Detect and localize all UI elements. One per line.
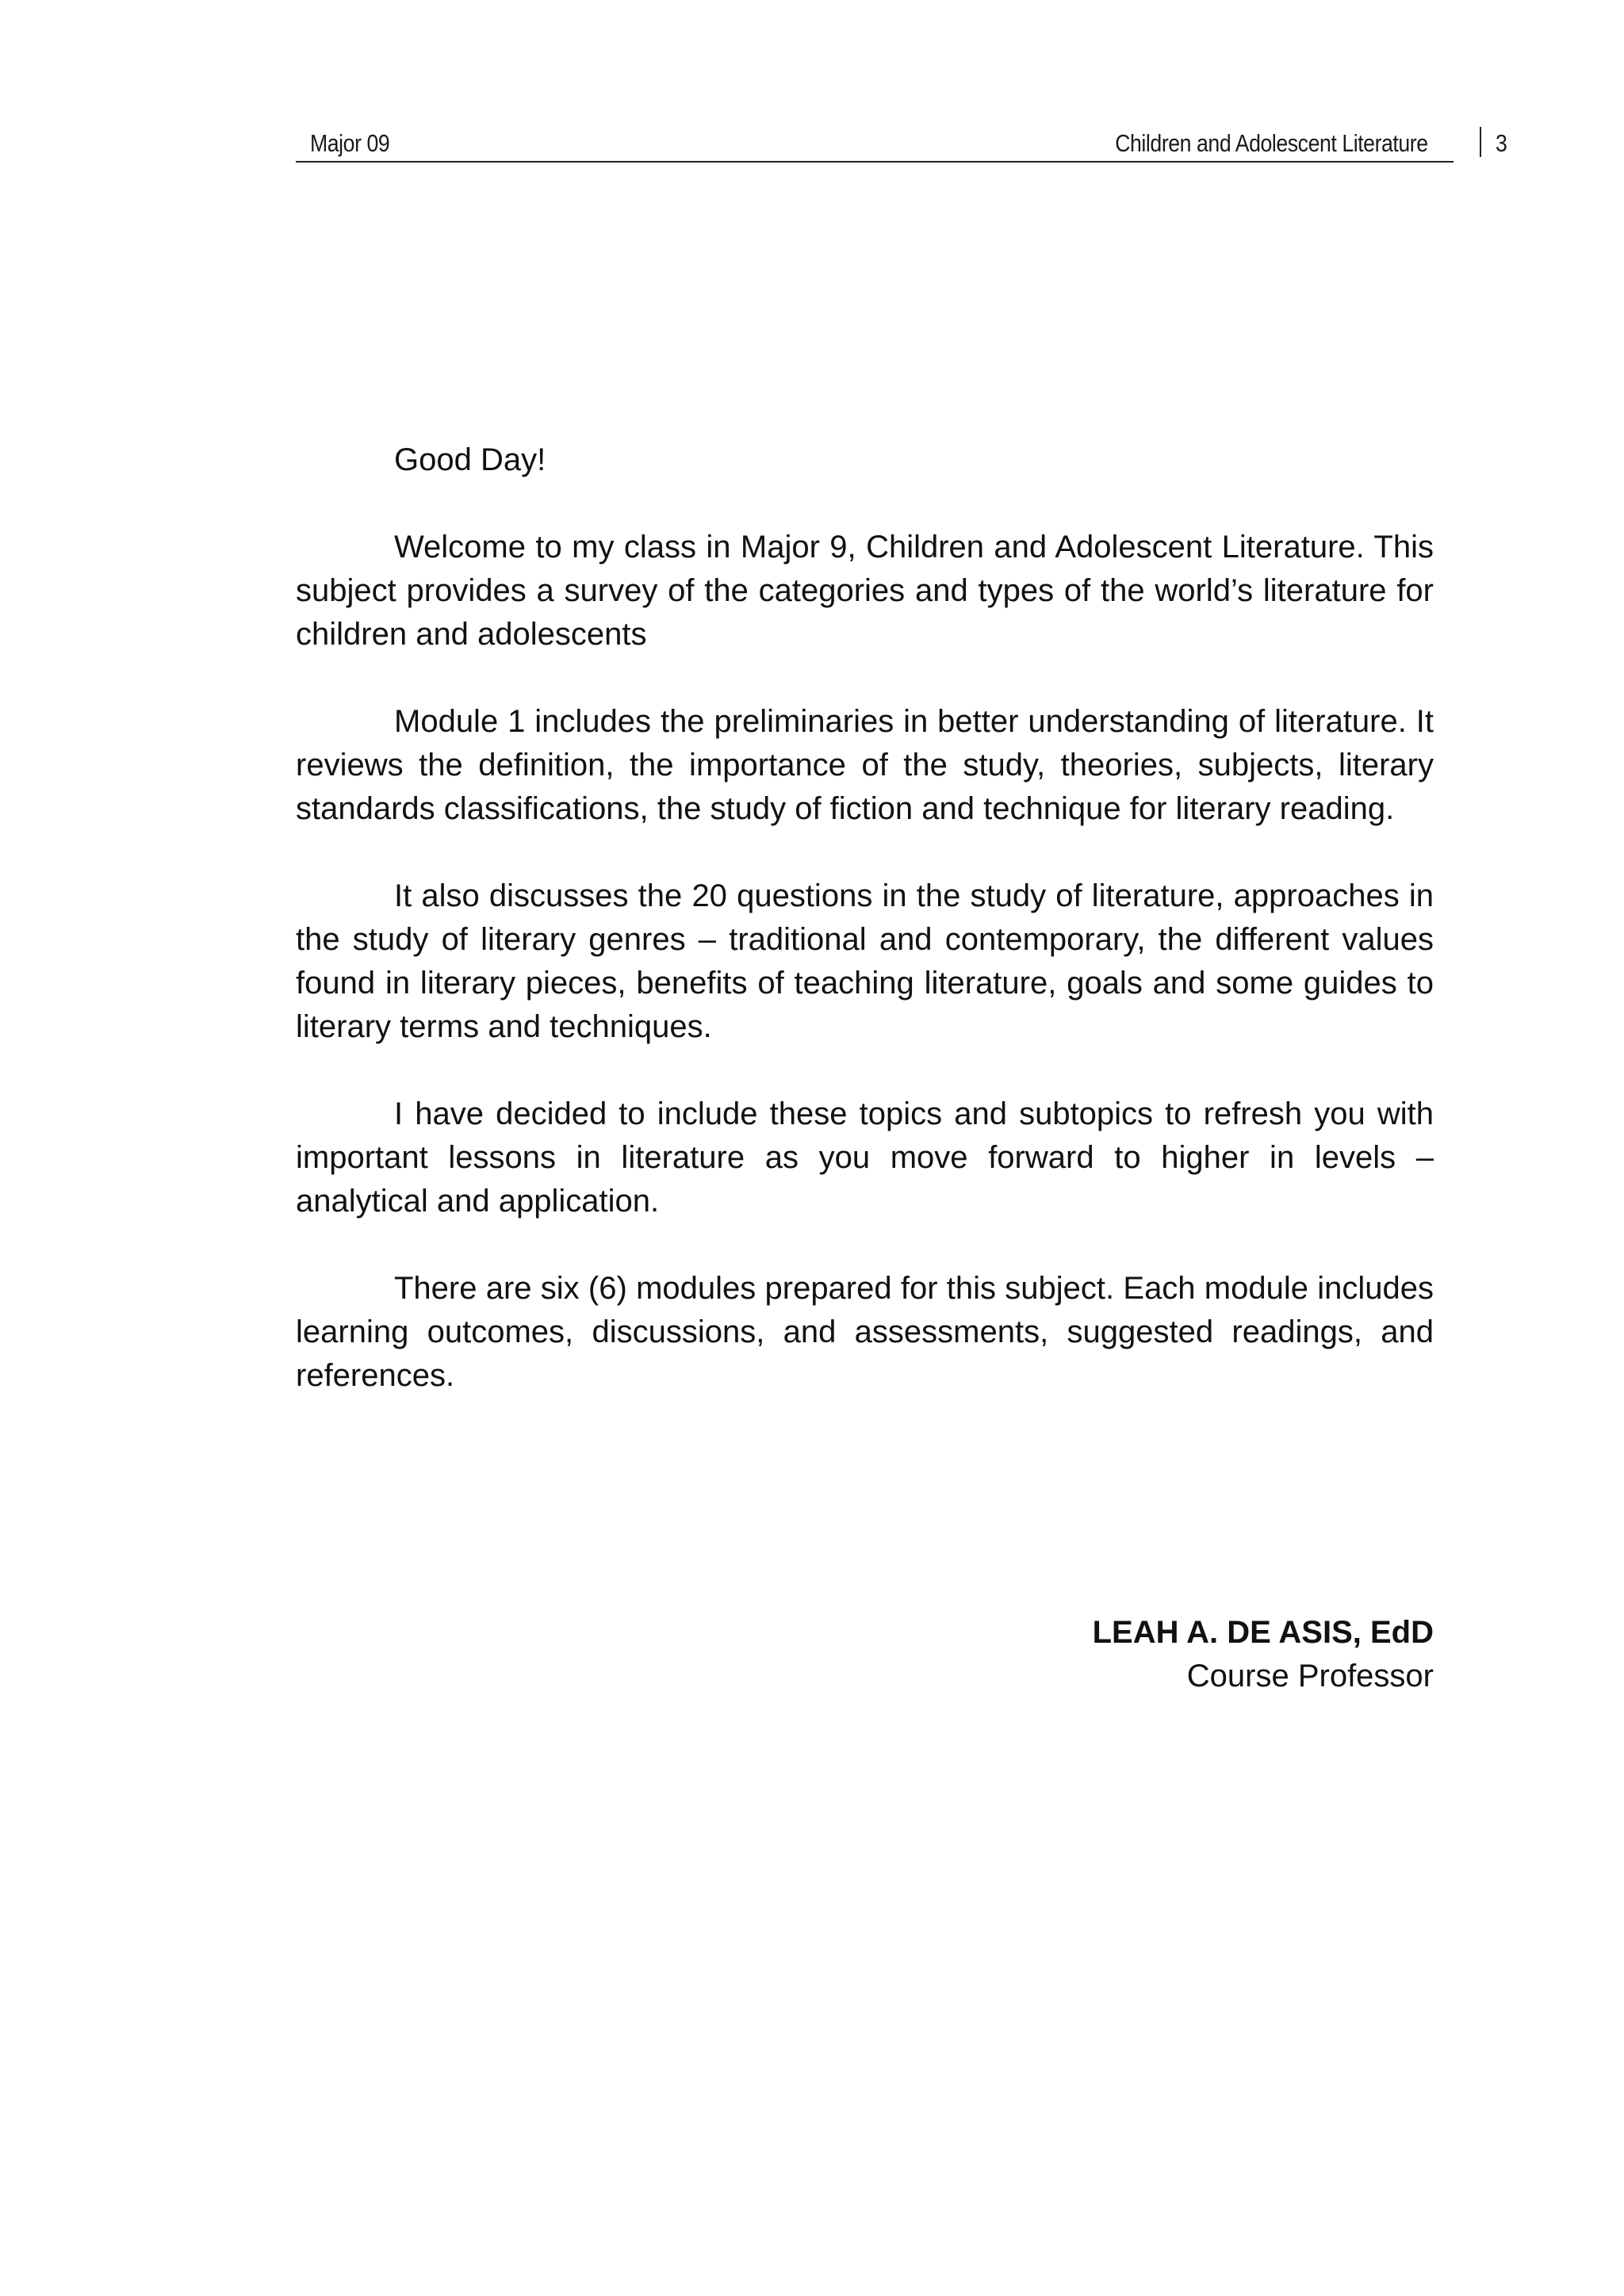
letter-paragraph-modules-overview: There are six (6) modules prepared for this subject. Each module includes learning outcomes, discussions, and assessments, suggested readings, and references. xyxy=(296,1271,1434,1393)
letter-paragraph-module-1: Module 1 includes the preliminaries in better understanding of literature. It reviews the definition, the importance of the study, theories, subjects, literary standards classifications, the study of fiction and technique for literary reading. xyxy=(296,704,1434,826)
letter-paragraph-rationale: I have decided to include these topics and subtopics to refresh you with important lessons in literature as you move forward to higher in levels – analytical and application. xyxy=(296,1096,1434,1219)
signer-role: Course Professor xyxy=(1186,1659,1434,1693)
page-header xyxy=(296,128,1454,163)
letter-paragraph-discussions: It also discusses the 20 questions in the study of literature, approaches in the study of literary genres – traditional and contemporary, the different values found in literary pieces, benefits of teaching literature, goals and some guides to literary terms and techniques. xyxy=(296,878,1434,1044)
welcome-letter xyxy=(296,438,1434,1441)
signature-block xyxy=(296,1611,1434,1698)
course-code: Major 09 xyxy=(310,129,390,157)
page-number: 3 xyxy=(1496,129,1507,157)
signer-name: LEAH A. DE ASIS, EdD xyxy=(1092,1615,1434,1650)
letter-greeting: Good Day! xyxy=(394,442,546,477)
course-title: Children and Adolescent Literature xyxy=(1115,129,1428,157)
letter-paragraph-welcome: Welcome to my class in Major 9, Children and Adolescent Literature. This subject provides a survey of the categories and types of the world’s literature for children and adolescents xyxy=(296,530,1434,652)
page-number-divider xyxy=(1480,127,1481,157)
